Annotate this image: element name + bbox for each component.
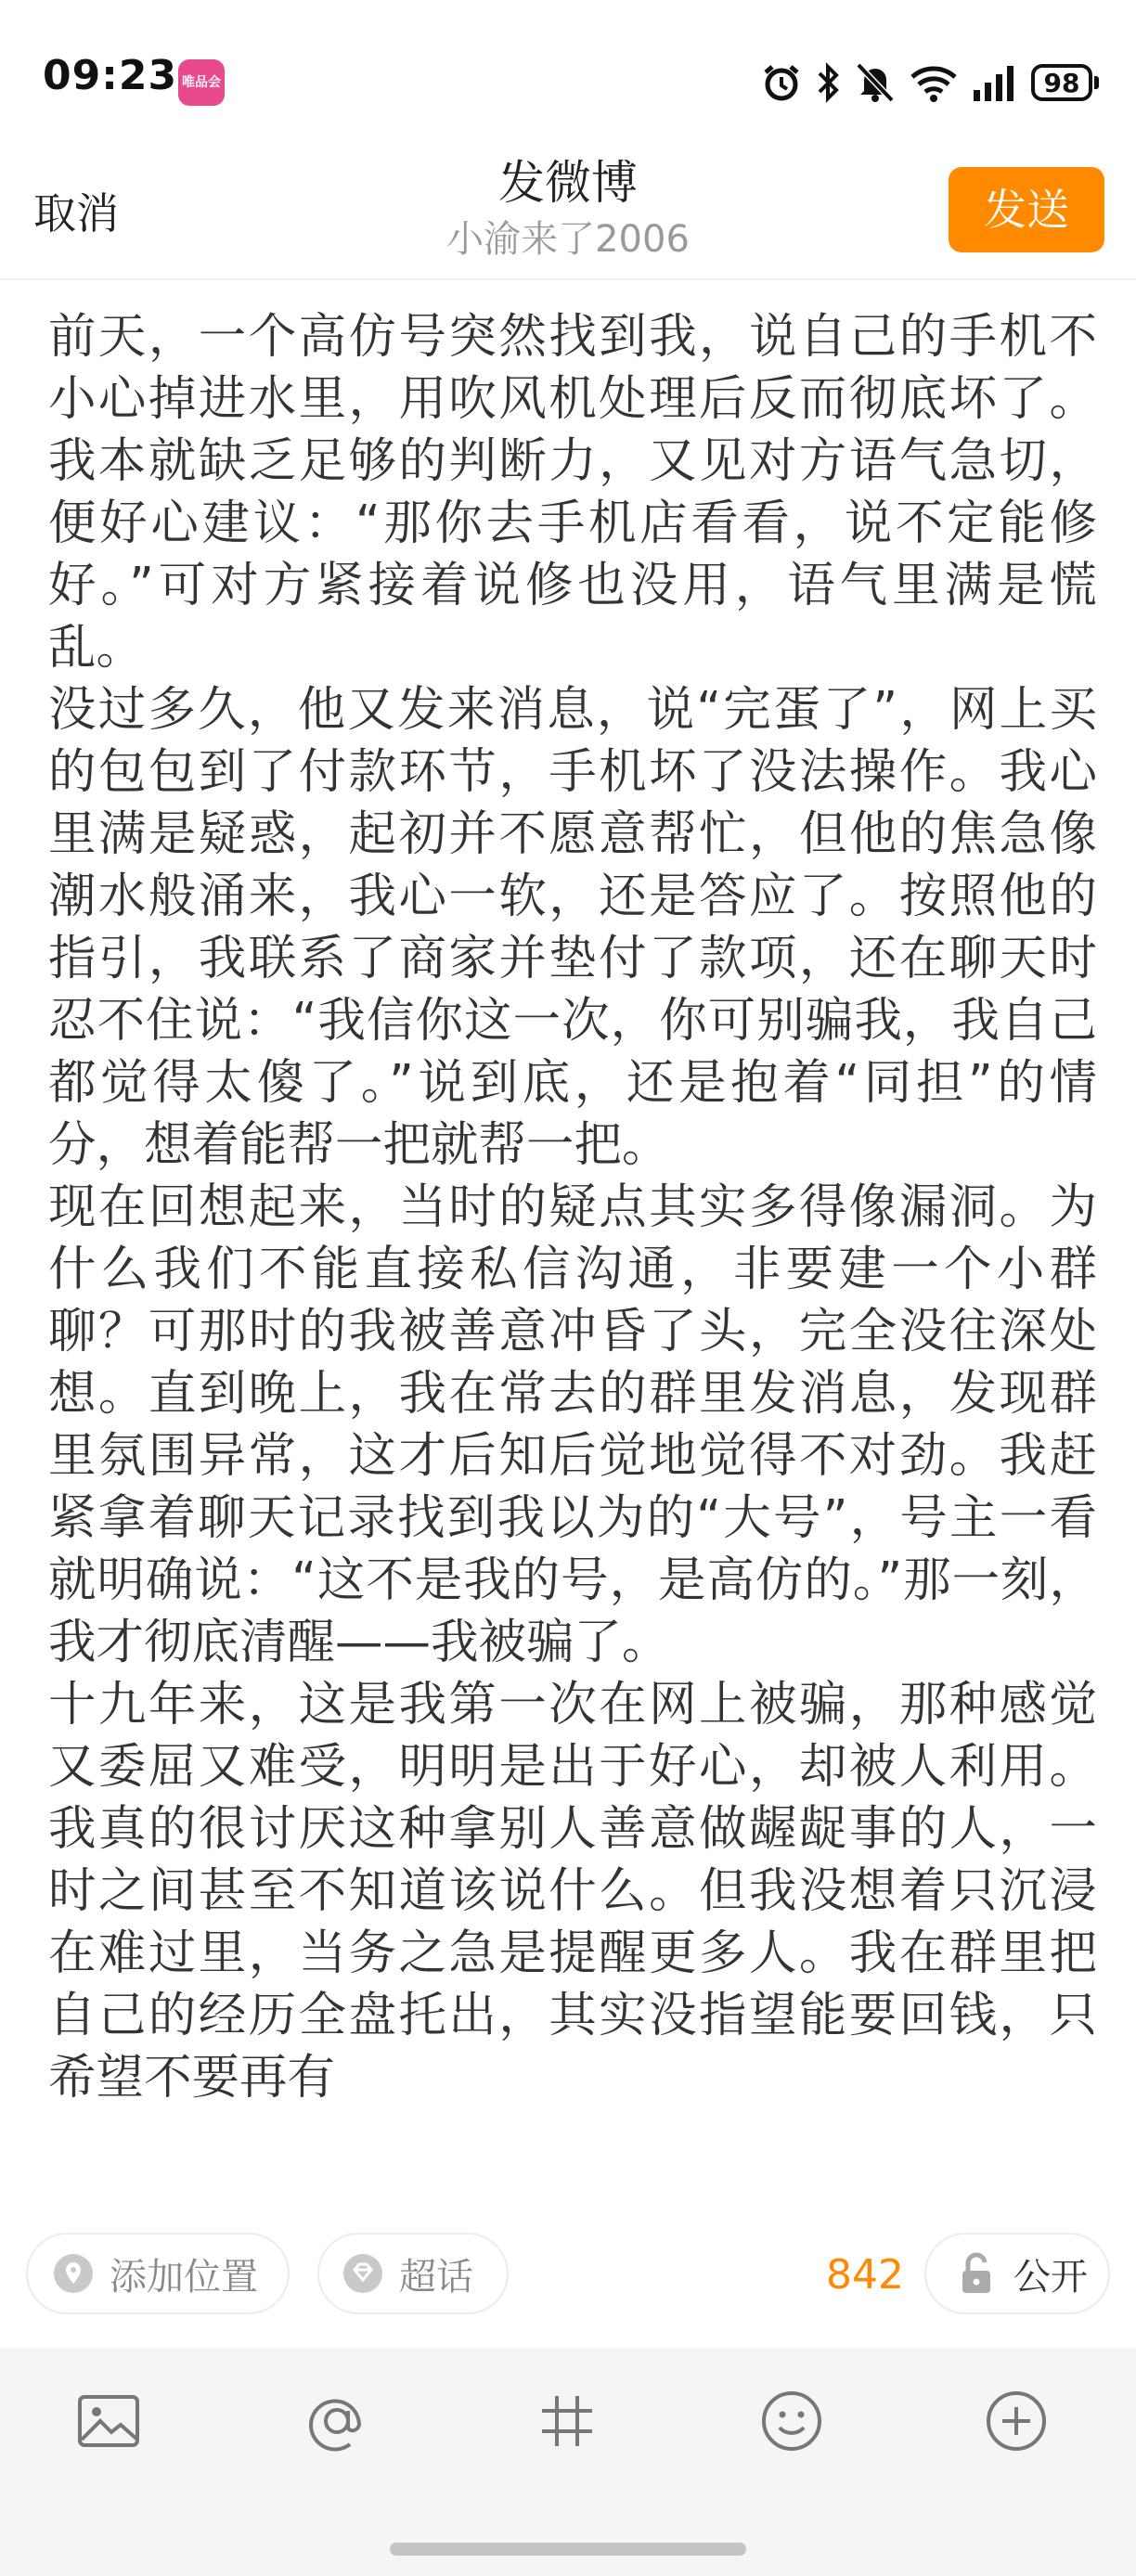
bluetooth-icon <box>816 61 842 104</box>
image-icon[interactable] <box>67 2379 150 2463</box>
hashtag-icon[interactable] <box>525 2379 609 2463</box>
page-title: 发微博 <box>498 156 638 210</box>
post-options-row <box>0 2229 1136 2322</box>
home-indicator[interactable] <box>390 2543 746 2556</box>
app-badge: 唯品会 <box>178 59 225 106</box>
super-topic-button[interactable] <box>317 2233 509 2314</box>
cancel-button[interactable]: 取消 <box>33 188 119 238</box>
mention-icon[interactable] <box>295 2379 379 2463</box>
status-bar <box>0 0 1136 139</box>
post-paragraph: 现在回想起来，当时的疑点其实多得像漏洞。为什么我们不能直接私信沟通，非要建一个小群聊？可那时的我被善意冲昏了头，完全没往深处想。直到晚上，我在常去的群里发消息，发现群里氛围异常，这才后知后觉地觉得不对劲。我赶紧拿着聊天记录找到我以为的“大号”，号主一看就明确说：“这不是我的号，是高仿的。”那一刻，我才彻底清醒——我被骗了。 <box>48 1179 1097 1670</box>
char-count: 842 <box>826 2251 904 2299</box>
status-time: 09:23 <box>43 52 178 99</box>
add-location-label: 添加位置 <box>110 2255 258 2299</box>
battery-tip <box>1094 76 1099 89</box>
diamond-icon <box>338 2248 388 2299</box>
unlock-icon <box>952 2248 1002 2299</box>
battery-level: 98 <box>1031 64 1092 101</box>
post-paragraph: 前天，一个高仿号突然找到我，说自己的手机不小心掉进水里，用吹风机处理后反而彻底坏了。我本就缺乏足够的判断力，又见对方语气急切，便好心建议：“那你去手机店看看，说不定能修好。”可对方紧接着说修也没用，语气里满是慌乱。 <box>48 309 1097 676</box>
post-paragraph: 十九年来，这是我第一次在网上被骗，那种感觉又委屈又难受，明明是出于好心，却被人利用。我真的很讨厌这种拿别人善意做龌龊事的人，一时之间甚至不知道该说什么。但我没想着只沉浸在难过里，当务之急是提醒更多人。我在群里把自己的经历全盘托出，其实没指望能要回钱，只希望不要再有 <box>48 1677 1097 2106</box>
visibility-button[interactable] <box>924 2233 1110 2314</box>
status-icons <box>760 58 1099 108</box>
mute-icon <box>855 61 896 104</box>
post-text-area[interactable] <box>48 306 1097 2201</box>
battery-icon <box>1031 64 1099 101</box>
send-button[interactable]: 发送 <box>949 167 1104 252</box>
compose-header <box>0 139 1136 280</box>
post-paragraph: 没过多久，他又发来消息，说“完蛋了”，网上买的包包到了付款环节，手机坏了没法操作。我心里满是疑惑，起初并不愿意帮忙，但他的焦急像潮水般涌来，我心一软，还是答应了。按照他的指引，我联系了商家并垫付了款项，还在聊天时忍不住说：“我信你这一次，你可别骗我，我自己都觉得太傻了。”说到底，还是抱着“同担”的情分，想着能帮一把就帮一把。 <box>48 682 1097 1173</box>
visibility-label: 公开 <box>1013 2255 1088 2299</box>
signal-icon <box>972 64 1018 101</box>
account-name: 小渝来了2006 <box>446 218 690 261</box>
emoji-icon[interactable] <box>750 2379 833 2463</box>
super-topic-label: 超话 <box>399 2255 473 2299</box>
add-location-button[interactable] <box>26 2233 290 2314</box>
alarm-icon <box>760 61 803 104</box>
more-icon[interactable] <box>975 2379 1058 2463</box>
wifi-icon <box>909 62 959 103</box>
location-pin-icon <box>48 2248 98 2299</box>
